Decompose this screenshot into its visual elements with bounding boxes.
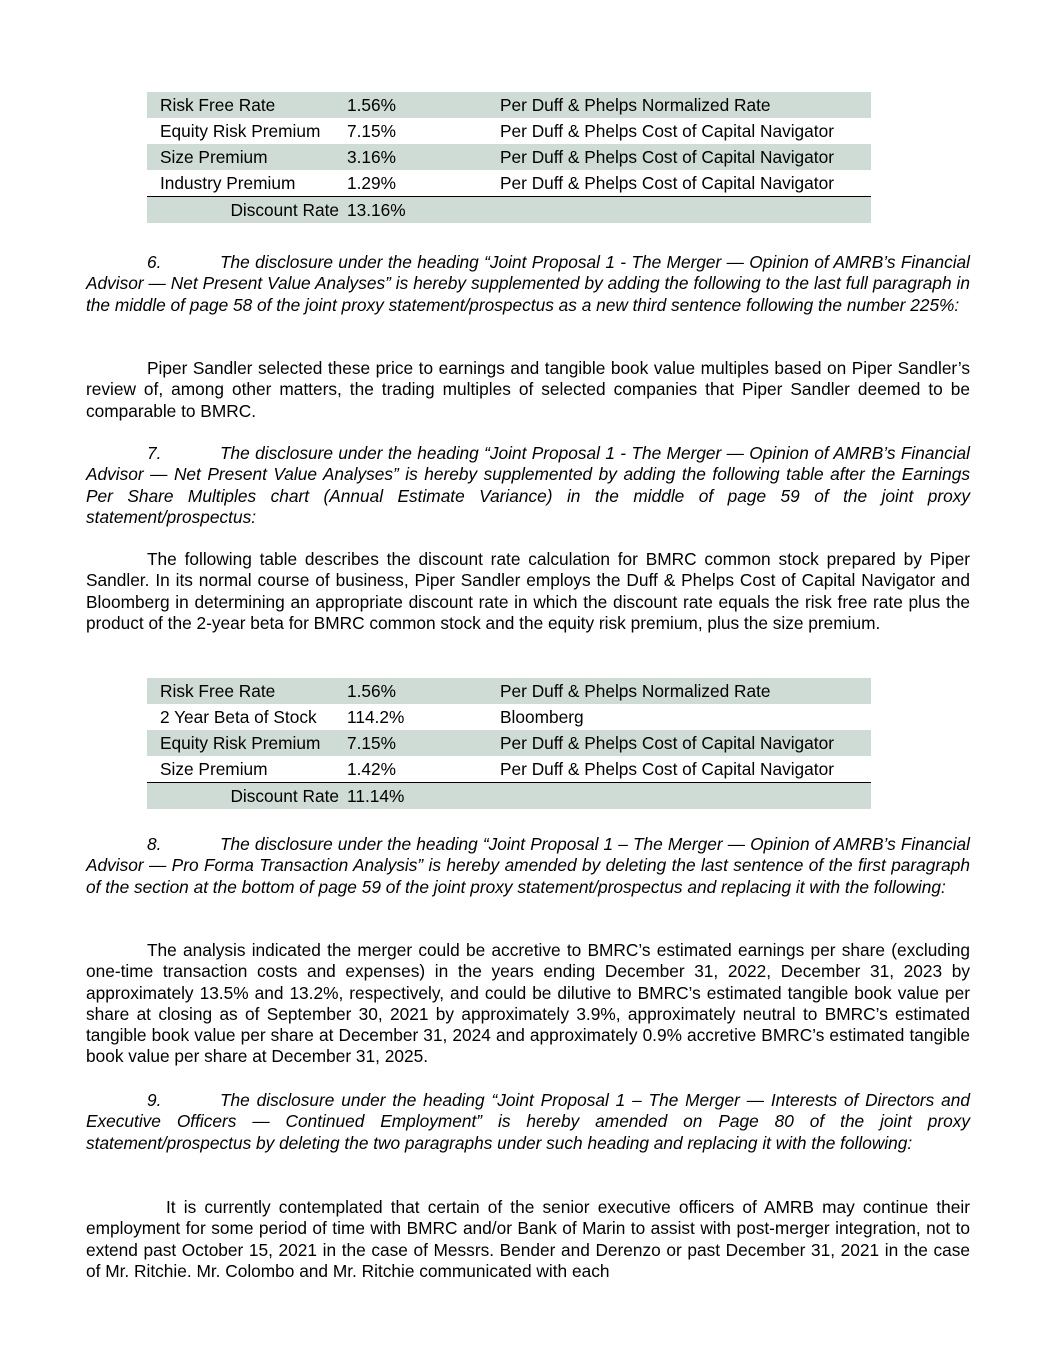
total-label: Discount Rate <box>147 783 347 810</box>
item-heading-text: The disclosure under the heading “Joint Proposal 1 – The Merger — Opinion of AMRB’s Financial Advisor — Pro Forma Transaction Analysis” is hereby amended by deleting the last sentence of the first paragraph of the section at the bottom of page 59 of the joint proxy statement/prospectus and replacing it with the following: <box>86 834 970 897</box>
row-source: Per Duff & Phelps Cost of Capital Navigator <box>500 121 834 141</box>
row-source: Per Duff & Phelps Normalized Rate <box>500 678 871 704</box>
row-source: Per Duff & Phelps Cost of Capital Navigator <box>500 730 871 756</box>
total-label: Discount Rate <box>147 197 347 224</box>
row-label: Equity Risk Premium <box>160 121 321 141</box>
row-label: Size Premium <box>147 756 347 783</box>
item-6-heading <box>86 252 970 316</box>
item-number: 7. <box>147 443 162 463</box>
item-heading-text: The disclosure under the heading “Joint Proposal 1 – The Merger — Interests of Directors and Executive Officers — Continued Employment” is hereby amended on Page 80 of the joint proxy statement/prospectus by deleting the two paragraphs under such heading and replacing it with the following: <box>86 1090 970 1153</box>
item-number: 6. <box>147 252 162 272</box>
row-source: Per Duff & Phelps Cost of Capital Navigator <box>500 756 871 783</box>
item-7-heading <box>86 443 970 528</box>
row-source: Per Duff & Phelps Cost of Capital Navigator <box>500 144 871 170</box>
item-9-heading <box>86 1090 970 1154</box>
total-value: 13.16% <box>347 197 500 224</box>
item-6-body: Piper Sandler selected these price to earnings and tangible book value multiples based on Piper Sandler’s review of, among other matters, the trading multiples of selected companies that Piper Sandler deemed to be comparable to BMRC. <box>86 358 970 421</box>
table-total-row <box>147 783 871 810</box>
item-number: 8. <box>147 834 162 854</box>
item-7-body: The following table describes the discount rate calculation for BMRC common stock prepared by Piper Sandler. In its normal course of business, Piper Sandler employs the Duff & Phelps Cost of Capital Navigator and Bloomberg in determining an appropriate discount rate in which the discount rate equals the risk free rate plus the product of the 2-year beta for BMRC common stock and the equity risk premium, plus the size premium. <box>86 549 970 633</box>
item-8-body: The analysis indicated the merger could be accretive to BMRC’s estimated earnings per share (excluding one-time transaction costs and expenses) in the years ending December 31, 2022, December 31, 2023 by approximately 13.5% and 13.2%, respectively, and could be dilutive to BMRC’s estimated tangible book value per share at closing as of September 30, 2021 by approximately 3.9%, approximately neutral to BMRC’s estimated tangible book value per share at December 31, 2024 and approximately 0.9% accretive BMRC’s estimated tangible book value per share at December 31, 2025. <box>86 940 970 1067</box>
item-heading-text: The disclosure under the heading “Joint Proposal 1 - The Merger — Opinion of AMRB’s Financial Advisor — Net Present Value Analyses” is hereby supplemented by adding the following table after the Earnings Per Share Multiples chart (Annual Estimate Variance) in the middle of page 59 of the joint proxy statement/prospectus: <box>86 443 970 527</box>
table-row <box>147 92 871 118</box>
table-row <box>147 170 871 197</box>
item-8-heading <box>86 834 970 898</box>
row-value: 7.15% <box>347 730 500 756</box>
row-label: Equity Risk Premium <box>147 730 347 756</box>
total-source-empty <box>500 197 871 224</box>
row-value: 1.29% <box>347 170 500 197</box>
row-value: 1.56% <box>347 92 500 118</box>
table-total-row <box>147 197 871 224</box>
table-row <box>147 756 871 783</box>
row-value: 1.42% <box>347 756 500 783</box>
row-value: 7.15% <box>347 121 397 141</box>
table-row <box>147 678 871 704</box>
total-value: 11.14% <box>347 783 500 810</box>
item-9-body: It is currently contemplated that certain of the senior executive officers of AMRB may continue their employment for some period of time with BMRC and/or Bank of Marin to assist with post-merger integration, not to extend past October 15, 2021 in the case of Messrs. Bender and Derenzo or past December 31, 2021 in the case of Mr. Ritchie. Mr. Colombo and Mr. Ritchie communicated with each <box>86 1197 970 1281</box>
table-row <box>147 730 871 756</box>
row-label: Size Premium <box>147 144 347 170</box>
row-source: Per Duff & Phelps Normalized Rate <box>500 92 871 118</box>
row-value: 114.2% <box>347 707 405 727</box>
row-source: Per Duff & Phelps Cost of Capital Navigator <box>500 170 871 197</box>
table-row <box>147 144 871 170</box>
row-label: 2 Year Beta of Stock <box>160 707 317 727</box>
discount-rate-table-bmrc <box>147 678 871 809</box>
row-value: 3.16% <box>347 144 500 170</box>
row-label: Risk Free Rate <box>147 678 347 704</box>
item-heading-text: The disclosure under the heading “Joint Proposal 1 - The Merger — Opinion of AMRB’s Financial Advisor — Net Present Value Analyses” is hereby supplemented by adding the following to the last full paragraph in the middle of page 58 of the joint proxy statement/prospectus as a new third sentence following the number 225%: <box>86 252 970 315</box>
discount-rate-table-amrb <box>147 92 871 223</box>
row-label: Industry Premium <box>147 170 347 197</box>
total-source-empty <box>500 783 871 810</box>
row-source: Bloomberg <box>500 707 584 727</box>
row-label: Risk Free Rate <box>147 92 347 118</box>
row-value: 1.56% <box>347 678 500 704</box>
table-row <box>147 704 871 730</box>
table-row <box>147 118 871 144</box>
item-number: 9. <box>147 1090 162 1110</box>
